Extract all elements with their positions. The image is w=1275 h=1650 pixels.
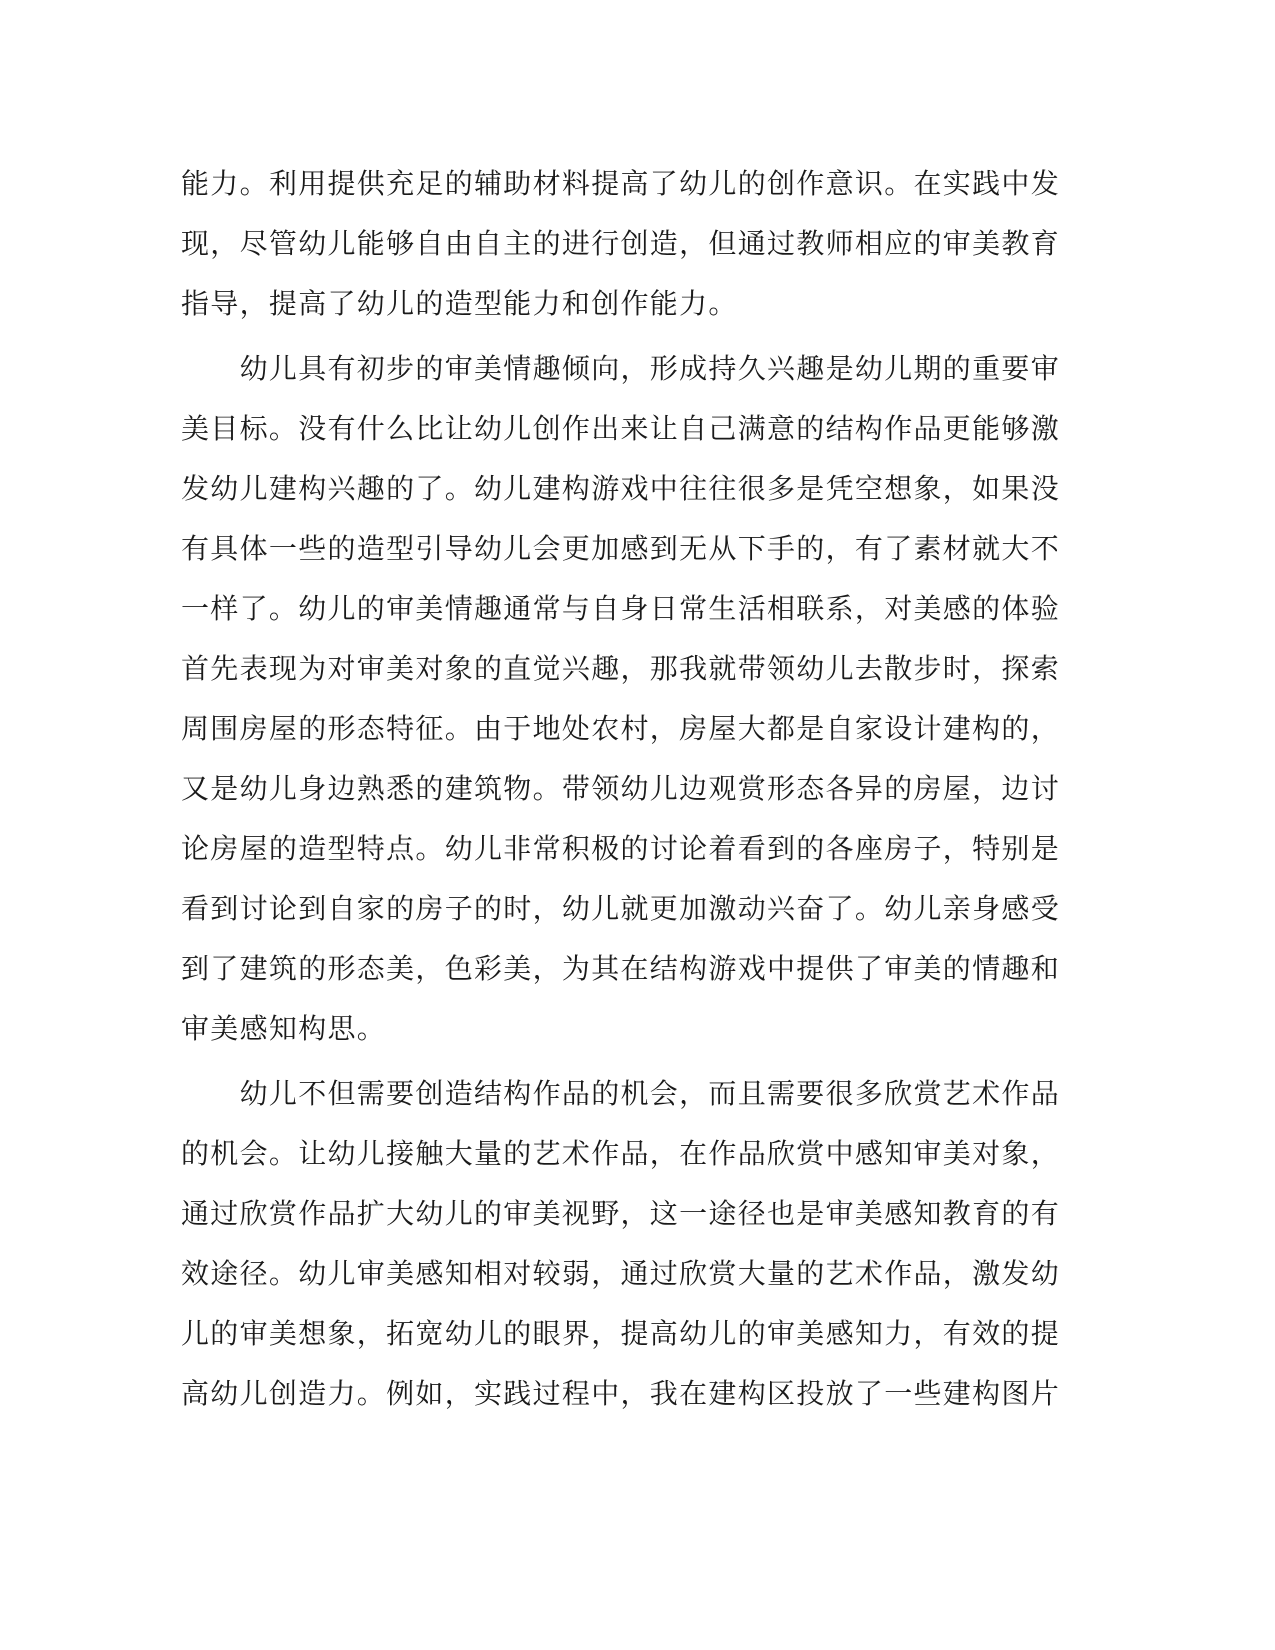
- text-line: 高幼儿创造力。例如，实践过程中，我在建构区投放了一些建构图片: [181, 1377, 1061, 1410]
- text-line: 通过欣赏作品扩大幼儿的审美视野，这一途径也是审美感知教育的有: [181, 1197, 1061, 1230]
- text-line: 的机会。让幼儿接触大量的艺术作品，在作品欣赏中感知审美对象，: [181, 1137, 1061, 1170]
- text-line: 发幼儿建构兴趣的了。幼儿建构游戏中往往很多是凭空想象，如果没: [181, 472, 1061, 505]
- text-line: 效途径。幼儿审美感知相对较弱，通过欣赏大量的艺术作品，激发幼: [181, 1257, 1061, 1290]
- text-line: 幼儿具有初步的审美情趣倾向，形成持久兴趣是幼儿期的重要审: [181, 352, 1061, 385]
- body-text: [181, 154, 1061, 1424]
- text-line: 论房屋的造型特点。幼儿非常积极的讨论着看到的各座房子，特别是: [181, 832, 1061, 865]
- text-line: 审美感知构思。: [181, 1012, 387, 1045]
- text-line: 幼儿不但需要创造结构作品的机会，而且需要很多欣赏艺术作品: [181, 1077, 1061, 1110]
- text-line: 看到讨论到自家的房子的时，幼儿就更加激动兴奋了。幼儿亲身感受: [181, 892, 1061, 925]
- text-line: 又是幼儿身边熟悉的建筑物。带领幼儿边观赏形态各异的房屋，边讨: [181, 772, 1061, 805]
- text-line: 到了建筑的形态美，色彩美，为其在结构游戏中提供了审美的情趣和: [181, 952, 1061, 985]
- text-line: 首先表现为对审美对象的直觉兴趣，那我就带领幼儿去散步时，探索: [181, 652, 1061, 685]
- text-line: 有具体一些的造型引导幼儿会更加感到无从下手的，有了素材就大不: [181, 532, 1061, 565]
- text-line: 儿的审美想象，拓宽幼儿的眼界，提高幼儿的审美感知力，有效的提: [181, 1317, 1061, 1350]
- text-line: 美目标。没有什么比让幼儿创作出来让自己满意的结构作品更能够激: [181, 412, 1061, 445]
- text-line: 现，尽管幼儿能够自由自主的进行创造，但通过教师相应的审美教育: [181, 227, 1061, 260]
- text-line: 一样了。幼儿的审美情趣通常与自身日常生活相联系，对美感的体验: [181, 592, 1061, 625]
- text-line: 指导，提高了幼儿的造型能力和创作能力。: [181, 287, 738, 320]
- text-line: 能力。利用提供充足的辅助材料提高了幼儿的创作意识。在实践中发: [181, 167, 1061, 200]
- text-line: 周围房屋的形态特征。由于地处农村，房屋大都是自家设计建构的，: [181, 712, 1061, 745]
